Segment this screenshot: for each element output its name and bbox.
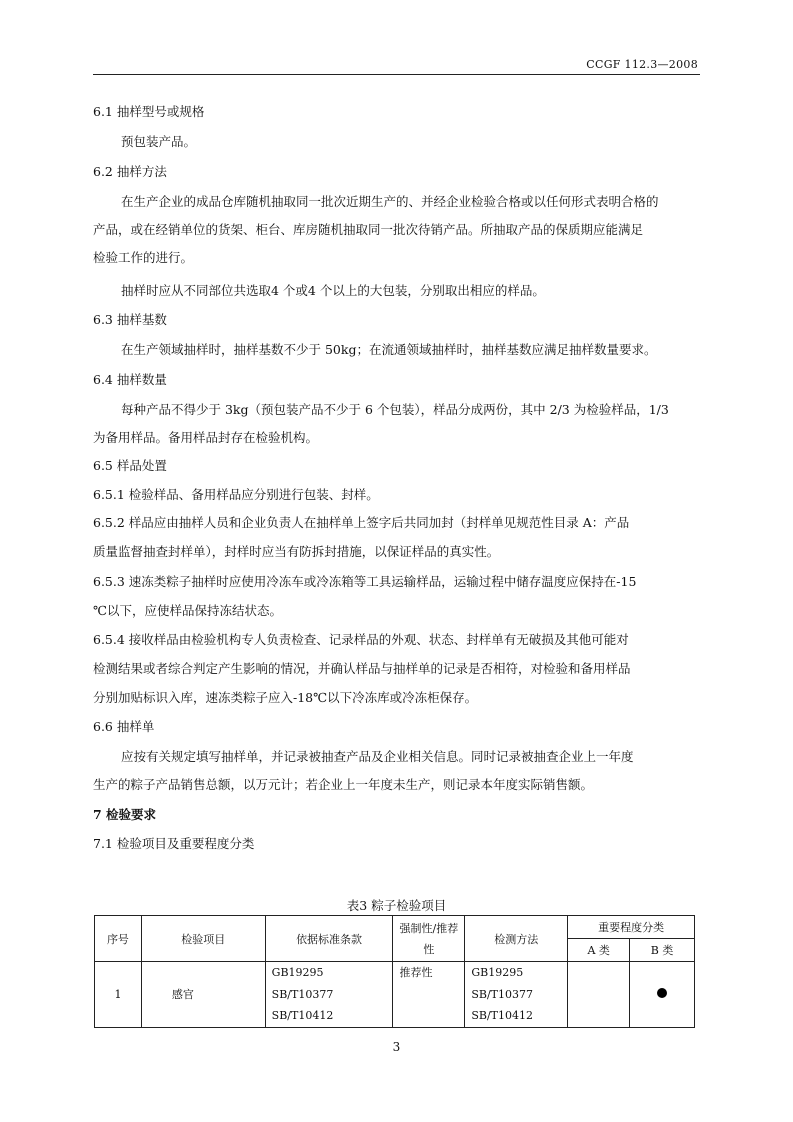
header-mandatory: 强制性/推荐性 <box>393 916 465 962</box>
method-standard: SB/T10377 <box>471 987 533 1001</box>
header-class-a: A 类 <box>568 939 630 962</box>
cell-mandatory: 推荐性 <box>393 962 465 1028</box>
header-no: 序号 <box>95 916 142 962</box>
section-heading-7-1: 7.1 检验项目及重要程度分类 <box>93 836 255 851</box>
header-importance: 重要程度分类 <box>568 916 695 939</box>
cell-item: 感官 <box>141 962 265 1028</box>
cell-class-a <box>568 962 630 1028</box>
paragraph-line: 每种产品不得少于 3kg（预包装产品不少于 6 个包装），样品分成两份，其中 2/3 为检验样品，1/3 <box>121 402 669 417</box>
paragraph-line: 抽样时应从不同部位共选取4 个或4 个以上的大包装，分别取出相应的样品。 <box>121 283 545 298</box>
basis-standard: SB/T10377 <box>271 987 334 1001</box>
document-code: CCGF 112.3—2008 <box>586 58 698 71</box>
paragraph-line: 分别加贴标识入库，速冻类粽子应入-18℃以下冷冻库或冷冻柜保存。 <box>93 690 478 705</box>
paragraph-line: 检测结果或者综合判定产生影响的情况，并确认样品与抽样单的记录是否相符，对检验和备用样品 <box>93 661 631 676</box>
paragraph-line: 生产的粽子产品销售总额，以万元计；若企业上一年度未生产，则记录本年度实际销售额。 <box>93 777 594 792</box>
header-basis: 依据标准条款 <box>265 916 393 962</box>
basis-standard: SB/T10412 <box>271 1009 334 1022</box>
class-b-marker-icon <box>657 988 667 998</box>
table-row <box>95 962 695 1028</box>
section-heading-6-4: 6.4 抽样数量 <box>93 372 167 387</box>
paragraph-line: 6.5.4 接收样品由检验机构专人负责检查、记录样品的外观、状态、封样单有无破损及其他可能对 <box>93 632 629 647</box>
header-method: 检测方法 <box>465 916 568 962</box>
paragraph-line: ℃以下，应使样品保持冻结状态。 <box>93 603 282 618</box>
cell-no: 1 <box>95 962 142 1028</box>
paragraph-line: 应按有关规定填写抽样单，并记录被抽查产品及企业相关信息。同时记录被抽查企业上一年度 <box>121 749 634 764</box>
paragraph-line: 为备用样品。备用样品封存在检验机构。 <box>93 430 319 445</box>
section-heading-7: 7 检验要求 <box>93 807 157 822</box>
section-heading-6-3: 6.3 抽样基数 <box>93 312 167 327</box>
method-standard: SB/T10412 <box>471 1009 533 1022</box>
cell-class-b <box>630 962 695 1028</box>
paragraph-line: 在生产企业的成品仓库随机抽取同一批次近期生产的、并经企业检验合格或以任何形式表明合格的 <box>121 194 659 209</box>
header-rule <box>93 74 700 75</box>
cell-basis <box>265 962 393 1028</box>
section-heading-6-1: 6.1 抽样型号或规格 <box>93 104 205 119</box>
section-heading-6-6: 6.6 抽样单 <box>93 719 155 734</box>
section-heading-6-5: 6.5 样品处置 <box>93 458 167 473</box>
section-heading-6-2: 6.2 抽样方法 <box>93 164 167 179</box>
paragraph-line: 6.5.3 速冻类粽子抽样时应使用冷冻车或冷冻箱等工具运输样品，运输过程中储存温度应保持在-15 <box>93 574 637 589</box>
basis-standard: GB19295 <box>271 966 324 979</box>
inspection-table <box>94 915 695 1028</box>
cell-method <box>465 962 568 1028</box>
paragraph-line: 6.5.2 样品应由抽样人员和企业负责人在抽样单上签字后共同加封（封样单见规范性目录 A：产品 <box>93 515 630 530</box>
paragraph-line: 质量监督抽查封样单），封样时应当有防拆封措施，以保证样品的真实性。 <box>93 544 500 559</box>
table-header-row <box>95 916 695 939</box>
paragraph-line: 预包装产品。 <box>121 134 197 149</box>
page-number: 3 <box>392 1040 401 1054</box>
header-class-b: B 类 <box>630 939 695 962</box>
paragraph-line: 产品，或在经销单位的货架、柜台、库房随机抽取同一批次待销产品。所抽取产品的保质期应能满足 <box>93 222 644 237</box>
paragraph-line: 检验工作的进行。 <box>93 250 194 265</box>
header-item: 检验项目 <box>141 916 265 962</box>
table-caption: 表3 粽子检验项目 <box>346 898 447 913</box>
method-standard: GB19295 <box>471 966 524 979</box>
paragraph-line: 在生产领域抽样时，抽样基数不少于 50kg；在流通领域抽样时，抽样基数应满足抽样数量要求。 <box>121 342 657 357</box>
paragraph-line: 6.5.1 检验样品、备用样品应分别进行包装、封样。 <box>93 487 379 502</box>
